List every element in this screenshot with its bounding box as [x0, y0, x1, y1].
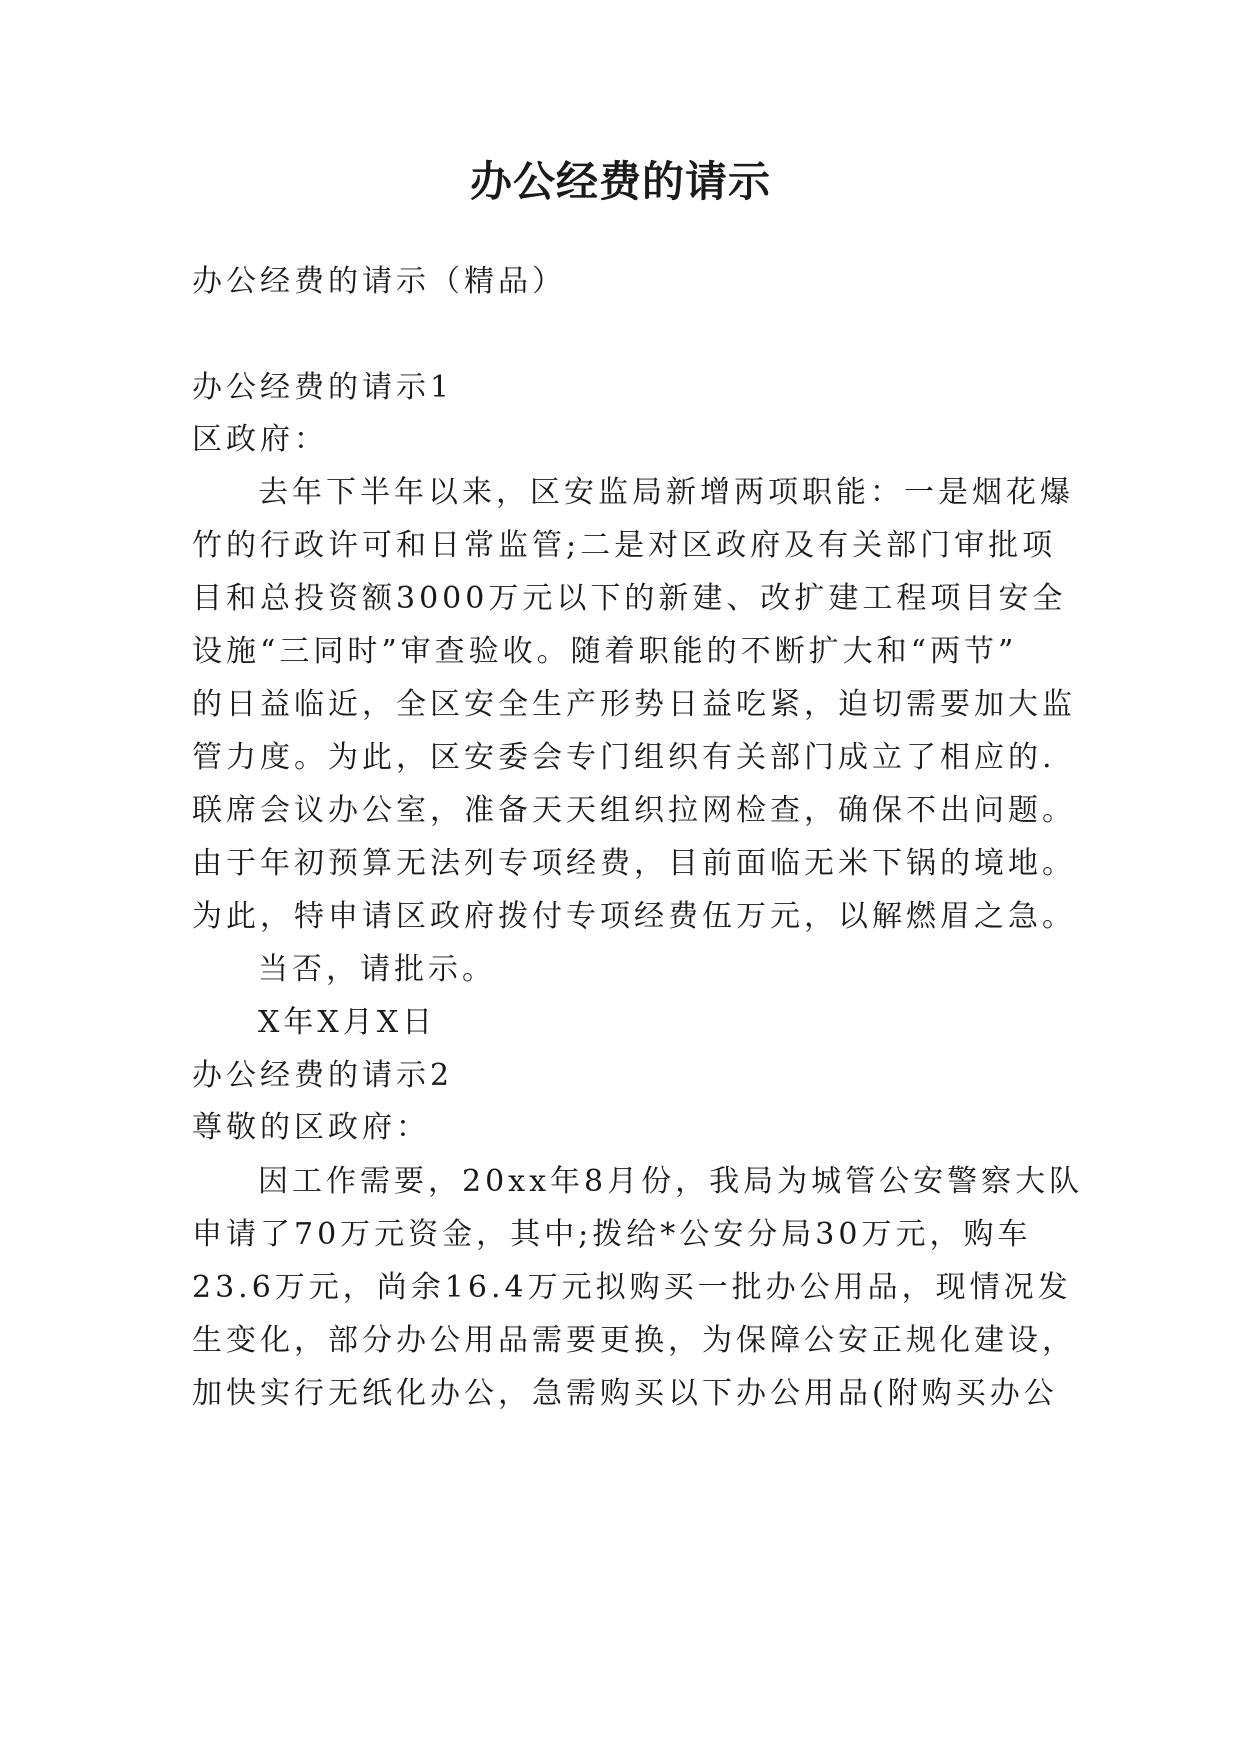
- section-2-body-line: 申请了70万元资金，其中;拨给*公安分局30万元，购车: [192, 1217, 1032, 1252]
- section-1-body-line: 由于年初预算无法列专项经费，目前面临无米下锅的境地。: [192, 846, 1076, 881]
- document-subtitle: 办公经费的请示（精品）: [192, 264, 566, 299]
- section-1-heading: 办公经费的请示1: [192, 370, 454, 405]
- section-2-salutation: 尊敬的区政府：: [192, 1110, 430, 1145]
- document-title: 办公经费的请示: [469, 157, 771, 206]
- section-2-body-line: 因工作需要，20xx年8月份，我局为城管公安警察大队: [258, 1164, 1084, 1199]
- section-2-body-line: 23.6万元，尚余16.4万元拟购买一批办公用品，现情况发: [192, 1270, 1072, 1305]
- section-2-body-line: 生变化，部分办公用品需要更换，为保障公安正规化建设，: [192, 1323, 1076, 1358]
- section-1-body-line: 为此，特申请区政府拨付专项经费伍万元，以解燃眉之急。: [192, 899, 1076, 934]
- section-1-body-line: 管力度。为此，区安委会专门组织有关部门成立了相应的.: [192, 740, 1056, 775]
- section-1-body-line: 的日益临近，全区安全生产形势日益吃紧，迫切需要加大监: [192, 687, 1076, 722]
- section-1-body-line: 竹的行政许可和日常监管;二是对区政府及有关部门审批项: [192, 528, 1057, 563]
- section-1-body-line: 联席会议办公室，准备天天组织拉网检查，确保不出问题。: [192, 793, 1076, 828]
- section-2-heading: 办公经费的请示2: [192, 1058, 454, 1093]
- section-1-date: X年X月X日: [258, 1005, 437, 1040]
- section-1-body-line: 目和总投资额3000万元以下的新建、改扩建工程项目安全: [192, 581, 1067, 616]
- section-2-body-line: 加快实行无纸化办公，急需购买以下办公用品(附购买办公: [192, 1376, 1058, 1411]
- section-1-body-line: 去年下半年以来，区安监局新增两项职能：一是烟花爆: [258, 475, 1074, 510]
- section-1-closing: 当否，请批示。: [258, 952, 496, 987]
- section-1-body-line: 设施“三同时”审查验收。随着职能的不断扩大和“两节”: [192, 634, 1018, 669]
- section-1-salutation: 区政府：: [192, 422, 328, 457]
